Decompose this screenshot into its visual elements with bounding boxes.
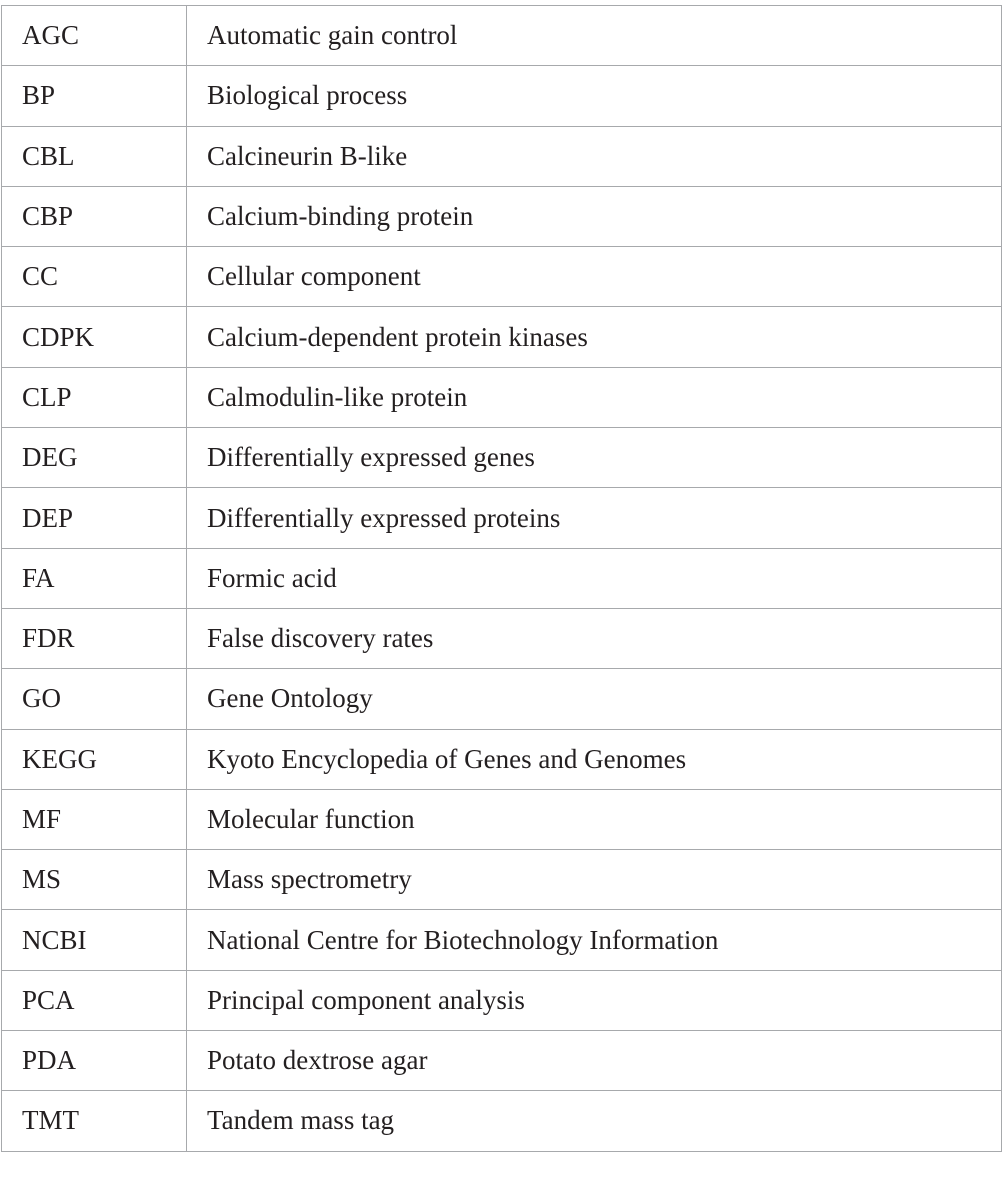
- definition-cell: Calcium-dependent protein kinases: [187, 307, 1002, 367]
- table-row: [2, 1031, 1002, 1091]
- definition-cell: Kyoto Encyclopedia of Genes and Genomes: [187, 729, 1002, 789]
- table-row: [2, 910, 1002, 970]
- definition-cell: Mass spectrometry: [187, 850, 1002, 910]
- definition-cell: Calcineurin B-like: [187, 126, 1002, 186]
- table-row: [2, 367, 1002, 427]
- abbreviation-cell: NCBI: [2, 910, 187, 970]
- abbreviation-cell: AGC: [2, 6, 187, 66]
- table-row: [2, 307, 1002, 367]
- definition-cell: Calcium-binding protein: [187, 186, 1002, 246]
- definition-cell: Formic acid: [187, 548, 1002, 608]
- table-row: [2, 488, 1002, 548]
- abbreviation-cell: PDA: [2, 1031, 187, 1091]
- definition-cell: Molecular function: [187, 789, 1002, 849]
- abbreviation-cell: FDR: [2, 608, 187, 668]
- table-row: [2, 6, 1002, 66]
- definition-cell: Differentially expressed proteins: [187, 488, 1002, 548]
- definition-cell: Automatic gain control: [187, 6, 1002, 66]
- abbreviation-cell: MS: [2, 850, 187, 910]
- abbreviation-cell: MF: [2, 789, 187, 849]
- abbreviation-cell: GO: [2, 669, 187, 729]
- definition-cell: Tandem mass tag: [187, 1091, 1002, 1151]
- abbreviation-cell: CC: [2, 247, 187, 307]
- table-row: [2, 850, 1002, 910]
- definition-cell: Differentially expressed genes: [187, 428, 1002, 488]
- definition-cell: Principal component analysis: [187, 970, 1002, 1030]
- definition-cell: Calmodulin-like protein: [187, 367, 1002, 427]
- table-row: [2, 608, 1002, 668]
- abbreviation-cell: CBP: [2, 186, 187, 246]
- table-row: [2, 1091, 1002, 1151]
- abbreviations-table-body: [2, 6, 1002, 1152]
- table-row: [2, 247, 1002, 307]
- definition-cell: National Centre for Biotechnology Information: [187, 910, 1002, 970]
- table-row: [2, 669, 1002, 729]
- table-row: [2, 126, 1002, 186]
- table-row: [2, 66, 1002, 126]
- abbreviation-cell: KEGG: [2, 729, 187, 789]
- abbreviation-cell: CBL: [2, 126, 187, 186]
- definition-cell: Gene Ontology: [187, 669, 1002, 729]
- table-row: [2, 186, 1002, 246]
- abbreviation-cell: DEG: [2, 428, 187, 488]
- definition-cell: False discovery rates: [187, 608, 1002, 668]
- abbreviation-cell: FA: [2, 548, 187, 608]
- definition-cell: Cellular component: [187, 247, 1002, 307]
- table-row: [2, 729, 1002, 789]
- definition-cell: Biological process: [187, 66, 1002, 126]
- abbreviation-cell: CLP: [2, 367, 187, 427]
- table-row: [2, 548, 1002, 608]
- abbreviation-cell: PCA: [2, 970, 187, 1030]
- abbreviations-table: [1, 5, 1002, 1152]
- definition-cell: Potato dextrose agar: [187, 1031, 1002, 1091]
- abbreviation-cell: BP: [2, 66, 187, 126]
- abbreviation-cell: CDPK: [2, 307, 187, 367]
- abbreviation-cell: DEP: [2, 488, 187, 548]
- table-row: [2, 970, 1002, 1030]
- abbreviation-cell: TMT: [2, 1091, 187, 1151]
- table-row: [2, 428, 1002, 488]
- table-row: [2, 789, 1002, 849]
